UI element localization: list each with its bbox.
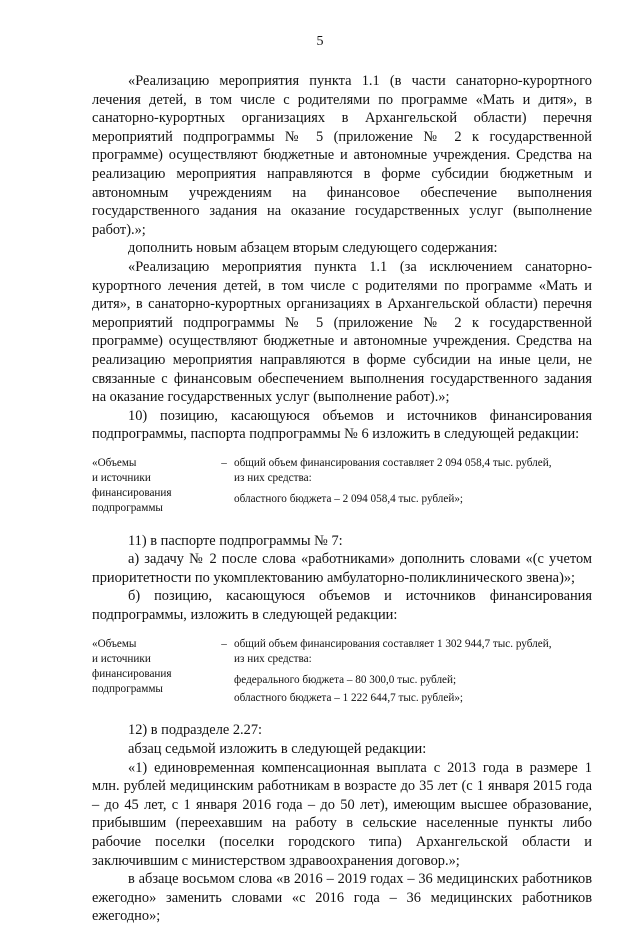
paragraph-item-11a: а) задачу № 2 после слова «работниками» дополнить словами «(с учетом приоритетности по укомплектованию амбулаторно-поликлинического звена)»; <box>92 551 592 586</box>
paragraph-item-11b: б) позицию, касающуюся объемов и источников финансирования подпрограммы, изложить в следующей редакции: <box>92 588 592 624</box>
page-number: 5 <box>316 34 324 49</box>
paragraph-eighth-clause: в абзаце восьмом слова «в 2016 – 2019 годах – 36 медицинских работников ежегодно» заменить словами «с 2016 года – 36 медицинских работников ежегодно»; <box>92 871 592 925</box>
financing-table-label <box>92 637 214 707</box>
label-line: и источники <box>92 652 151 665</box>
paragraph-compensation-payment: «1) единовременная компенсационная выплата с 2013 года в размере 1 млн. рублей медицинским работникам в возрасте до 35 лет (с 1 января 2015 года – до 45 лет, с 1 января 2016 года – до 50 лет), имеющим высшее образование, прибывшим (переехавшим на работу в сельские населенные пункты либо рабочие поселки (поселки городского типа) Архангельской области и заключившим с министерством здравоохранения договор.»; <box>92 759 592 869</box>
label-line: «Объемы <box>92 637 137 650</box>
financing-table-value <box>234 637 592 707</box>
label-line: подпрограммы <box>92 502 163 515</box>
paragraph-item-11: 11) в паспорте подпрограммы № 7: <box>128 532 343 549</box>
value-line: общий объем финансирования составляет 2 094 058,4 тыс. рублей, <box>234 456 552 469</box>
financing-table-value <box>234 456 592 517</box>
label-line: подпрограммы <box>92 683 163 696</box>
financing-table-label <box>92 456 214 517</box>
value-line: общий объем финансирования составляет 1 302 944,7 тыс. рублей, <box>234 637 552 650</box>
label-line: финансирования <box>92 487 172 500</box>
label-line: финансирования <box>92 668 172 681</box>
document-body <box>92 72 592 926</box>
label-line: «Объемы <box>92 456 137 469</box>
paragraph-seventh-clause: абзац седьмой изложить в следующей редакции: <box>128 741 427 758</box>
value-line: федерального бюджета – 80 300,0 тыс. рублей; <box>234 674 457 687</box>
table-dash: – <box>221 456 227 469</box>
value-line: из них средства: <box>234 472 312 485</box>
paragraph-add-new-clause: дополнить новым абзацем вторым следующего содержания: <box>128 240 498 257</box>
value-line: областного бюджета – 1 222 644,7 тыс. рублей»; <box>234 692 464 705</box>
paragraph-quoted-amendment-2: «Реализацию мероприятия пункта 1.1 (за исключением санаторно-курортного лечения детей, в том числе с родителями по программе «Мать и дитя», в санаторно-курортных организациях в Архангельской области) перечня мероприятий подпрограммы № 5 (приложение № 2 к государственной программе) осуществляют бюджетные и автономные учреждения. Средства на реализацию мероприятия направляются в форме субсидии на иные цели, не связанные с финансовым обеспечением выполнения государственного задания на оказание государственных услуг (выполнение работ).»; <box>92 258 592 406</box>
table-dash: – <box>221 637 227 650</box>
label-line: и источники <box>92 472 151 485</box>
paragraph-quoted-amendment-1: «Реализацию мероприятия пункта 1.1 (в части санаторно-курортного лечения детей, в том числе с родителями по программе «Мать и дитя», в санаторно-курортных организациях в Архангельской области) перечня мероприятий подпрограммы № 5 (приложение № 2 к государственной программе) осуществляют бюджетные и автономные учреждения. Средства на реализацию мероприятия направляются в форме субсидии бюджетным и автономным учреждениям на финансовое обеспечение выполнения государственного задания на оказание государственных услуг (выполнение работ).»; <box>92 73 592 238</box>
financing-table-subprogram-7 <box>92 637 592 707</box>
value-line: из них средства: <box>234 652 312 665</box>
paragraph-item-10: 10) позицию, касающуюся объемов и источников финансирования подпрограммы, паспорта подпрограммы № 6 изложить в следующей редакции: <box>92 407 592 443</box>
paragraph-item-12: 12) в подразделе 2.27: <box>128 722 263 739</box>
financing-table-subprogram-6 <box>92 456 592 517</box>
value-line: областного бюджета – 2 094 058,4 тыс. рублей»; <box>234 493 464 506</box>
